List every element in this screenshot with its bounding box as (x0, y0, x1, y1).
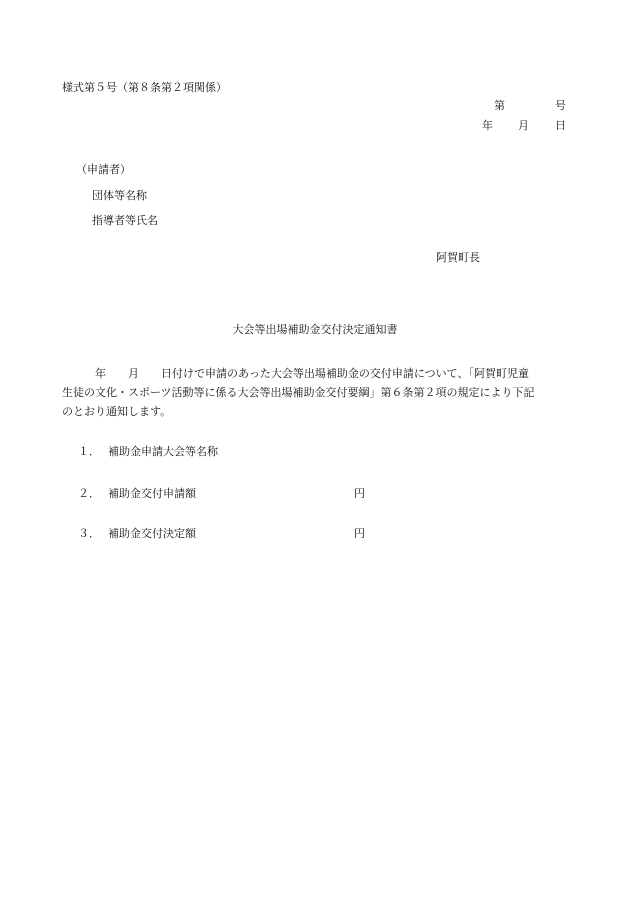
currency-unit: 円 (354, 527, 365, 540)
item-label: 補助金交付決定額 (108, 527, 196, 540)
issuer-name: 阿賀町長 (436, 251, 480, 264)
item-label: 補助金交付申請額 (108, 487, 196, 500)
date-year-label: 年 (482, 119, 493, 132)
form-identifier: 様式第５号（第８条第２項関係） (62, 81, 227, 94)
document-number-prefix: 第 (494, 99, 505, 112)
applicant-label: （申請者） (76, 163, 131, 176)
leader-name-label: 指導者等氏名 (92, 214, 158, 227)
body-line-3: のとおり通知します。 (62, 405, 172, 418)
item-number: ２． (78, 487, 100, 500)
item-label: 補助金申請大会等名称 (108, 445, 218, 458)
document-title: 大会等出場補助金交付決定通知書 (232, 323, 398, 336)
body-paragraph (62, 364, 568, 421)
organization-name-label: 団体等名称 (92, 189, 147, 202)
date-day-label: 日 (555, 119, 566, 132)
date-month-label: 月 (518, 119, 529, 132)
body-line-2: 生徒の文化・スポーツ活動等に係る大会等出場補助金交付要綱」第６条第２項の規定により下記 (62, 386, 535, 399)
body-line-1: 年 月 日付けで申請のあった大会等出場補助金の交付申請について、「阿賀町児童 (62, 367, 529, 380)
currency-unit: 円 (354, 487, 365, 500)
item-number: ３． (78, 527, 100, 540)
document-number-suffix: 号 (555, 99, 566, 112)
item-number: １． (78, 445, 100, 458)
